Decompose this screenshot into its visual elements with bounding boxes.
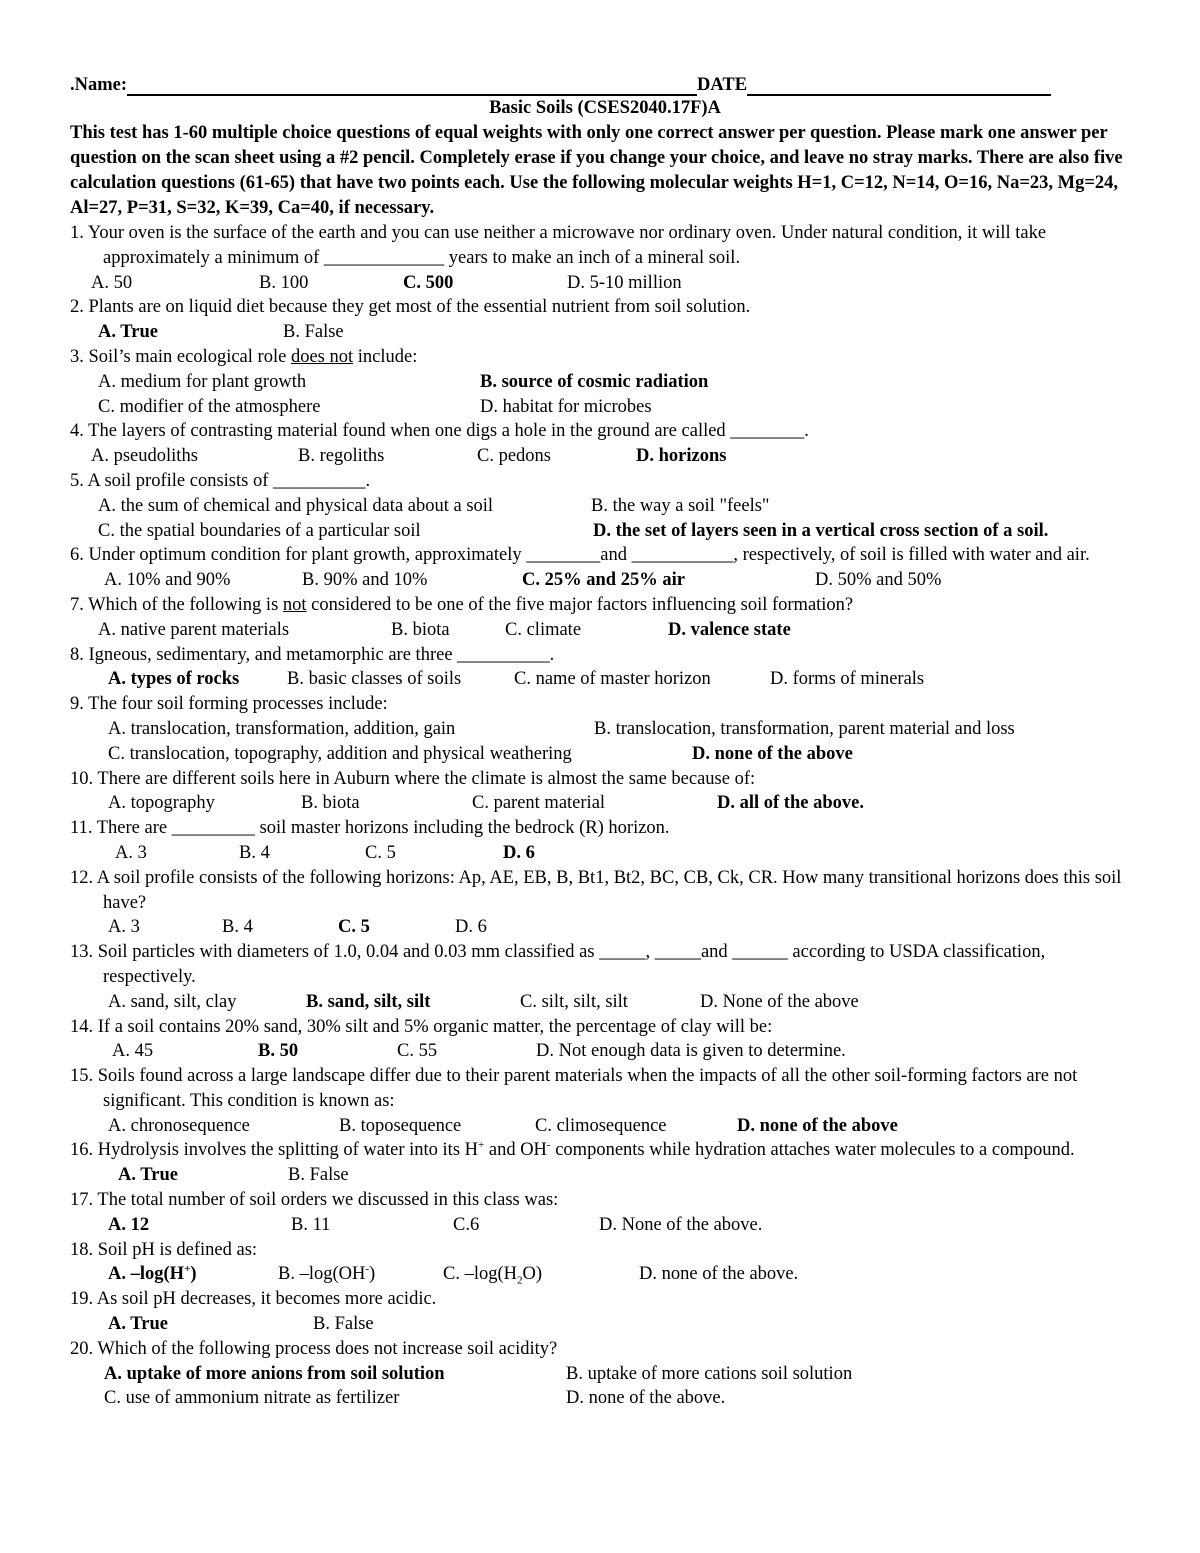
option-b: B. 100 (259, 272, 309, 293)
option-b: B. biota (391, 619, 450, 640)
question-19: 19. As soil pH decreases, it becomes more acidic. (70, 1289, 437, 1310)
header (70, 72, 1140, 96)
question-17: 17. The total number of soil orders we discussed in this class was: (70, 1190, 559, 1211)
option-text: A. –log(H (108, 1264, 185, 1285)
option-c: C. 5 (365, 842, 396, 863)
options-17 (70, 1213, 1140, 1238)
option-b: B. toposequence (339, 1115, 462, 1136)
name-field[interactable] (127, 74, 697, 96)
option-a: A. sand, silt, clay (108, 991, 237, 1012)
options-3b (70, 395, 1140, 420)
option-a: A. 45 (112, 1041, 154, 1062)
option-text: ) (369, 1264, 376, 1285)
option-b: B. uptake of more cations soil solution (566, 1363, 853, 1384)
options-4 (70, 444, 1140, 469)
option-b: B. 90% and 10% (302, 570, 428, 591)
option-c: C. 500 (403, 272, 454, 293)
name-label: .Name: (70, 75, 128, 95)
option-b: B. 50 (258, 1041, 299, 1062)
question-6: 6. Under optimum condition for plant growth, approximately ________and ___________, respectively, of soil is filled with water and air. (70, 545, 1090, 566)
option-a: A. topography (108, 793, 215, 814)
option-d: D. all of the above. (717, 793, 864, 814)
options-2 (70, 320, 1140, 345)
option-a: A. native parent materials (98, 619, 290, 640)
superscript: - (546, 1139, 551, 1152)
options-6 (70, 568, 1140, 593)
option-c: C. parent material (472, 793, 606, 814)
options-20a (70, 1362, 1140, 1387)
options-9b (70, 742, 1140, 767)
option-a (108, 1262, 278, 1287)
exam-page (70, 72, 1140, 1411)
option-b: B. biota (301, 793, 360, 814)
option-d: D. 6 (455, 917, 487, 938)
options-5a (70, 494, 1140, 519)
option-a: A. 50 (91, 272, 133, 293)
option-d: D. 5-10 million (567, 272, 682, 293)
option-b: B. False (283, 322, 344, 343)
options-10 (70, 791, 1140, 816)
option-text: O) (522, 1264, 543, 1285)
option-d: D. habitat for microbes (480, 396, 652, 417)
options-3a (70, 370, 1140, 395)
option-a: A. pseudoliths (91, 446, 198, 467)
question-4: 4. The layers of contrasting material found when one digs a hole in the ground are called ________. (70, 421, 809, 442)
options-5b (70, 519, 1140, 544)
option-c: C. pedons (477, 446, 551, 467)
options-19 (70, 1312, 1140, 1337)
option-c: C. 25% and 25% air (522, 570, 685, 591)
option-a: A. True (98, 322, 158, 343)
option-d: D. None of the above. (599, 1214, 763, 1235)
option-d: D. none of the above. (639, 1264, 799, 1285)
question-text: considered to be one of the five major factors influencing soil formation? (306, 594, 854, 615)
option-b: B. False (288, 1165, 349, 1186)
option-b: B. 4 (239, 842, 270, 863)
question-9: 9. The four soil forming processes include: (70, 694, 388, 715)
superscript: + (478, 1139, 485, 1152)
option-c: C. the spatial boundaries of a particular soil (98, 520, 421, 541)
date-label: DATE (697, 75, 748, 95)
exam-title: Basic Soils (CSES2040.17F)A (489, 98, 721, 118)
question-18: 18. Soil pH is defined as: (70, 1239, 258, 1260)
option-d: D. forms of minerals (770, 669, 925, 690)
superscript: + (184, 1263, 191, 1276)
question-text: and OH (484, 1140, 547, 1161)
superscript: - (365, 1263, 370, 1276)
option-a: A. 3 (108, 917, 140, 938)
option-a: A. chronosequence (108, 1115, 250, 1136)
option-b: B. source of cosmic radiation (480, 371, 709, 392)
option-c: C. climate (505, 619, 582, 640)
options-9a (70, 717, 1140, 742)
option-c: C. climosequence (535, 1115, 667, 1136)
question-13: 13. Soil particles with diameters of 1.0, 0.04 and 0.03 mm classified as _____, _____and ______ according to USDA classification, respectively. (70, 942, 1046, 987)
options-11 (70, 841, 1140, 866)
option-d: D. horizons (636, 446, 727, 467)
option-a: A. translocation, transformation, addition, gain (108, 718, 456, 739)
option-d: D. valence state (668, 619, 791, 640)
option-a: A. True (108, 1314, 168, 1335)
date-field[interactable] (747, 74, 1051, 96)
options-14 (70, 1039, 1140, 1064)
question-text: 7. Which of the following is (70, 594, 283, 615)
options-8 (70, 667, 1140, 692)
option-a: A. 12 (108, 1214, 150, 1235)
option-c: C. use of ammonium nitrate as fertilizer (104, 1388, 400, 1409)
option-d: D. none of the above (737, 1115, 898, 1136)
question-20: 20. Which of the following process does not increase soil acidity? (70, 1338, 558, 1359)
option-d: D. none of the above (692, 743, 853, 764)
option-a: A. 10% and 90% (104, 570, 231, 591)
question-7 (70, 593, 1140, 618)
option-c: C. modifier of the atmosphere (98, 396, 321, 417)
question-1: 1. Your oven is the surface of the earth and you can use neither a microwave nor ordinary oven. Under natural condition, it will take approximately a minimum of _____________ years to make an inch of a mineral soil. (70, 223, 1047, 268)
option-b (278, 1262, 443, 1287)
option-a: A. True (118, 1165, 178, 1186)
options-20b (70, 1386, 1140, 1411)
option-a: A. the sum of chemical and physical data about a soil (98, 495, 494, 516)
options-7 (70, 618, 1140, 643)
option-d: D. 6 (503, 842, 535, 863)
option-c: C. 5 (338, 917, 370, 938)
option-a: A. uptake of more anions from soil solution (104, 1363, 445, 1384)
question-12: 12. A soil profile consists of the following horizons: Ap, AE, EB, B, Bt1, Bt2, BC, CB, Ck, CR. How many transitional horizons does this soil have? (70, 867, 1122, 913)
option-d: D. none of the above. (566, 1388, 726, 1409)
option-c: C.6 (453, 1214, 480, 1235)
question-16 (70, 1138, 1140, 1163)
option-d: D. 50% and 50% (815, 570, 942, 591)
option-c: C. silt, silt, silt (520, 991, 628, 1012)
option-a: A. types of rocks (108, 669, 240, 690)
options-12 (70, 915, 1140, 940)
option-c: C. name of master horizon (514, 669, 711, 690)
options-13 (70, 990, 1140, 1015)
option-text: B. –log(OH (278, 1264, 366, 1285)
question-8: 8. Igneous, sedimentary, and metamorphic are three __________. (70, 644, 555, 665)
question-text: include: (353, 346, 418, 367)
option-b: B. 11 (291, 1214, 331, 1235)
option-text: ) (190, 1264, 197, 1285)
options-18 (70, 1262, 1140, 1287)
option-c: C. translocation, topography, addition and physical weathering (108, 743, 572, 764)
question-emphasis: not (282, 594, 307, 615)
option-b: B. basic classes of soils (287, 669, 462, 690)
options-15 (70, 1114, 1140, 1139)
options-16 (70, 1163, 1140, 1188)
subscript: 2 (517, 1275, 523, 1288)
option-c: C. 55 (397, 1041, 438, 1062)
question-14: 14. If a soil contains 20% sand, 30% silt and 5% organic matter, the percentage of clay will be: (70, 1016, 773, 1037)
instructions: This test has 1-60 multiple choice questions of equal weights with only one correct answer per question. Please mark one answer per question on the scan sheet using a #2 pencil. Completely erase if you change your choice, and leave no stray marks. There are also five calculation questions (61-65) that have two points each. Use the following molecular weights H=1, C=12, N=14, O=16, Na=23, Mg=24, Al=27, P=31, S=32, K=39, Ca=40, if necessary. (70, 123, 1123, 218)
option-b: B. translocation, transformation, parent material and loss (594, 718, 1015, 739)
question-2: 2. Plants are on liquid diet because they get most of the essential nutrient from soil solution. (70, 297, 751, 318)
option-c (443, 1262, 639, 1287)
option-d: D. the set of layers seen in a vertical cross section of a soil. (593, 520, 1049, 541)
option-b: B. the way a soil "feels" (591, 495, 770, 516)
option-b: B. False (313, 1314, 374, 1335)
question-text: components while hydration attaches water molecules to a compound. (550, 1140, 1075, 1161)
option-b: B. regoliths (298, 446, 385, 467)
option-text: C. –log(H (443, 1264, 517, 1285)
option-d: D. Not enough data is given to determine. (536, 1041, 846, 1062)
option-b: B. 4 (222, 917, 253, 938)
option-b: B. sand, silt, silt (306, 991, 431, 1012)
question-3 (70, 345, 1140, 370)
option-d: D. None of the above (700, 991, 859, 1012)
question-5: 5. A soil profile consists of __________. (70, 470, 371, 491)
question-text: 16. Hydrolysis involves the splitting of water into its H (70, 1140, 479, 1161)
question-emphasis: does not (290, 346, 354, 367)
option-a: A. 3 (115, 842, 147, 863)
option-a: A. medium for plant growth (98, 371, 307, 392)
question-text: 3. Soil’s main ecological role (70, 346, 291, 367)
question-15: 15. Soils found across a large landscape differ due to their parent materials when the impacts of all the other soil-forming factors are not significant. This condition is known as: (70, 1066, 1078, 1111)
question-11: 11. There are _________ soil master horizons including the bedrock (R) horizon. (70, 818, 670, 839)
question-10: 10. There are different soils here in Auburn where the climate is almost the same because of: (70, 768, 756, 789)
options-1 (70, 271, 1140, 296)
